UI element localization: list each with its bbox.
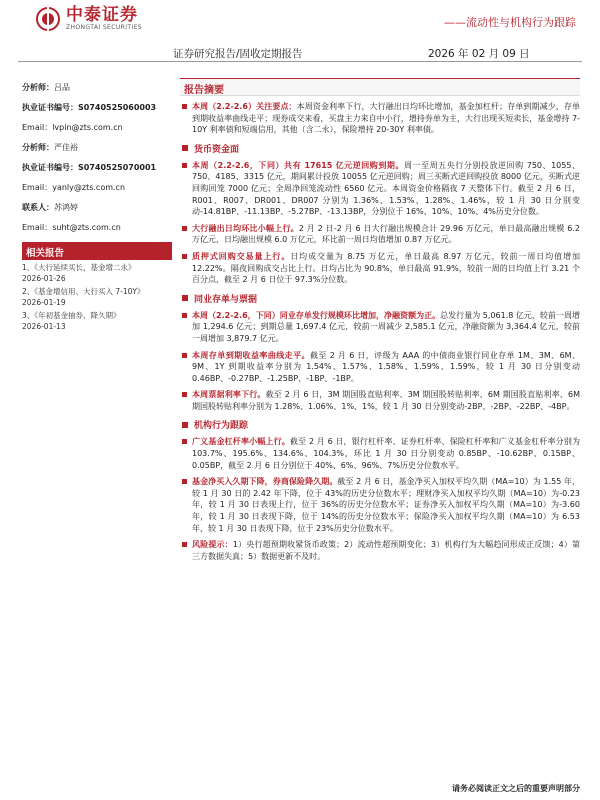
analyst-row: 分析师：严佳裕 bbox=[22, 143, 78, 152]
bullet-icon bbox=[182, 163, 187, 168]
bullet-icon bbox=[182, 542, 187, 547]
risk-warning: 风险提示：1）央行超预期收紧货币政策；2）流动性超预期变化；3）机构行为大幅趋同形成正反馈；4）第三方数据失真；5）数据更新不及时。 bbox=[180, 539, 580, 562]
summary-paragraph: 广义基金杠杆率小幅上行。截至 2 月 6 日，银行杠杆率、证券杠杆率、保险杠杆率和广义基金杠杆率分别为 103.7%、195.6%、134.6%、104.3%，环比 1 月 30 日分别变动 0.85BP、-10.62BP、0.15BP、0.05BP，截至 2 月 6 日分别位于 40%、6%、96%、7%历史分位数水平。 bbox=[180, 436, 580, 471]
contact-email: Email：suht@zts.com.cn bbox=[22, 223, 121, 232]
analyst-email: Email：yanly@zts.com.cn bbox=[22, 183, 126, 192]
section-heading-institution-behavior: 机构行为跟踪 bbox=[180, 418, 580, 431]
analyst-row: 执业证书编号：S0740525060003 bbox=[22, 103, 157, 112]
brand-name-en: ZHONGTAI SECURITIES bbox=[66, 24, 143, 31]
contact-row: 联系人：苏鸿婷 bbox=[22, 203, 78, 212]
summary-paragraph: 本周（2.2-2.6，下同）同业存单发行规模环比增加，净融资额为正。总发行量为 5,061.8 亿元，较前一周增加 1,294.6 亿元；到期总量 1,697.4 亿元，较前一周减少 2,585.1 亿元，净融资额为 3,364.4 亿元，较前一周增加 3,879.7 亿元。 bbox=[180, 310, 580, 345]
bullet-icon bbox=[182, 313, 187, 318]
analyst-row: 执业证书编号：S0740525070001 bbox=[22, 163, 157, 172]
related-reports-heading: 相关报告 bbox=[22, 242, 172, 260]
summary-paragraph: 本周存单到期收益率曲线走平。截至 2 月 6 日，评级为 AAA 的中债商业银行同业存单 1M、3M、6M、9M、1Y 到期收益率分别为 1.54%、1.57%、1.58%、1.59%、1.59%，较 1 月 30 日分别变动 0.46BP、-0.27BP、-1.25BP、-1BP、-1BP。 bbox=[180, 350, 580, 385]
summary-paragraph: 质押式回购交易量上行。日均成交量为 8.75 万亿元，单日最高 8.97 万亿元，较前一周日均值增加 12.22%。隔夜回购成交占比上行。日均占比为 90.8%，单日最高 91.9%，较前一周的日均值上行 3.21 个百分点，截至 2 月 6 日位于 97.3%分位数。 bbox=[180, 251, 580, 286]
analyst-row: 分析师：吕品 bbox=[22, 83, 70, 92]
disclaimer-footer: 请务必阅读正文之后的重要声明部分 bbox=[452, 784, 580, 793]
summary-paragraph: 本周票据利率下行。截至 2 月 6 日，3M 期国股直贴利率、3M 期国股转贴利率、6M 期国股直贴利率、6M 期国股转贴利率分别为 1.28%、1.06%、1%、1%，较 1 月 30 日分别变动-2BP、-2BP、-22BP、-4BP。 bbox=[180, 389, 580, 412]
report-meta-bar bbox=[18, 44, 582, 62]
report-type: 证券研究报告/固收定期报告 bbox=[173, 48, 303, 60]
summary-paragraph: 大行融出日均环比小幅上行。2 月 2 日-2 月 6 日大行融出规模合计 29.96 万亿元，单日最高融出规模 6.2 万亿元，日均融出规模 6.0 万亿元，环比前一周日均值增加 0.87 万亿元。 bbox=[180, 223, 580, 246]
related-report-date: 2026-01-19 bbox=[22, 298, 66, 307]
summary-title: 报告摘要 bbox=[180, 78, 580, 96]
summary-paragraph: 基金净买入久期下降，券商保险降久期。截至 2 月 6 日，基金净买入加权平均久期（MA=10）为 1.55 年，较 1 月 30 日的 2.42 年下降，位于 43%的历史分位数水平；理财净买入加权平均久期（MA=10）为-0.23 年，较 1 月 30 日表现上行，位于 36%的历史分位数水平；证券净买入加权平均久期（MA=10）为-3.60 年，较 1 月 30 日表现下降，位于 14%的历史分位数水平；保险净买入加权平均久期（MA=10）为 6.53 年，较 1 月 30 日表现下降，位于 23%历史分位数水平。 bbox=[180, 476, 580, 534]
bullet-icon bbox=[182, 479, 187, 484]
report-series-tagline: ——流动性与机构行为跟踪 bbox=[444, 16, 576, 29]
section-heading-ncd-bills: 同业存单与票据 bbox=[180, 292, 580, 305]
brand-name-cn: 中泰证券 bbox=[66, 5, 138, 25]
related-report-date: 2026-01-26 bbox=[22, 274, 66, 283]
related-report-date: 2026-01-13 bbox=[22, 322, 66, 331]
analyst-sidebar bbox=[22, 82, 172, 332]
analyst-email: Email：lvpin@zts.com.cn bbox=[22, 123, 123, 132]
bullet-icon bbox=[182, 392, 187, 397]
square-bullet-icon bbox=[182, 145, 188, 151]
bullet-icon bbox=[182, 439, 187, 444]
brand-logo bbox=[36, 6, 142, 32]
square-bullet-icon bbox=[182, 422, 188, 428]
logo-icon bbox=[36, 7, 60, 31]
bullet-icon bbox=[182, 254, 187, 259]
report-summary bbox=[180, 78, 580, 562]
page-header bbox=[0, 0, 600, 50]
related-report-link[interactable]: 3、《年初基金抽券、降久期》 bbox=[22, 311, 121, 320]
bullet-icon bbox=[182, 226, 187, 231]
bullet-icon bbox=[182, 353, 187, 358]
related-report-link[interactable]: 1、《大行延续买长，基金增二永》 bbox=[22, 263, 136, 272]
section-heading-money-market: 货币资金面 bbox=[180, 142, 580, 155]
square-bullet-icon bbox=[182, 295, 188, 301]
summary-paragraph: 本周（2.2-2.6，下同）共有 17615 亿元逆回购到期。周一至周五央行分别投放逆回购 750、1055、750、4185、3315 亿元，期间累计投放 10055 亿元逆回购；周三买断式逆回购投放 8000 亿元，买断式逆回购回笼 7000 亿元；全周净回笼流动性 6560 亿元。本周资金价格隔夜 7 天整体下行。截至 2 月 6 日，R001、R007、DR001、DR007 分别为 1.36%、1.53%、1.28%、1.46%，较 1 月 30 日分别变动-14.81BP、-11.13BP、-5.27BP、-13.13BP，分别位于 16%、10%、10%、4%历史分位数。 bbox=[180, 160, 580, 218]
report-date: 2026 年 02 月 09 日 bbox=[428, 48, 530, 60]
related-report-link[interactable]: 2、《基金增信用、大行买入 7-10Y》 bbox=[22, 287, 145, 296]
bullet-icon bbox=[182, 104, 187, 109]
summary-intro: 本周（2.2-2.6）关注要点：本周资金利率下行，大行融出日均环比增加，基金加杠杆；存单到期减少，存单到期收益率曲线走平；现券成交来看，买盘主力来自中小行，增持券单为主，大行出现买短卖长，基金增持 7-10Y 利率债和短端信用，其他（含二永），保险增持 20-30Y 利率债。 bbox=[180, 101, 580, 136]
